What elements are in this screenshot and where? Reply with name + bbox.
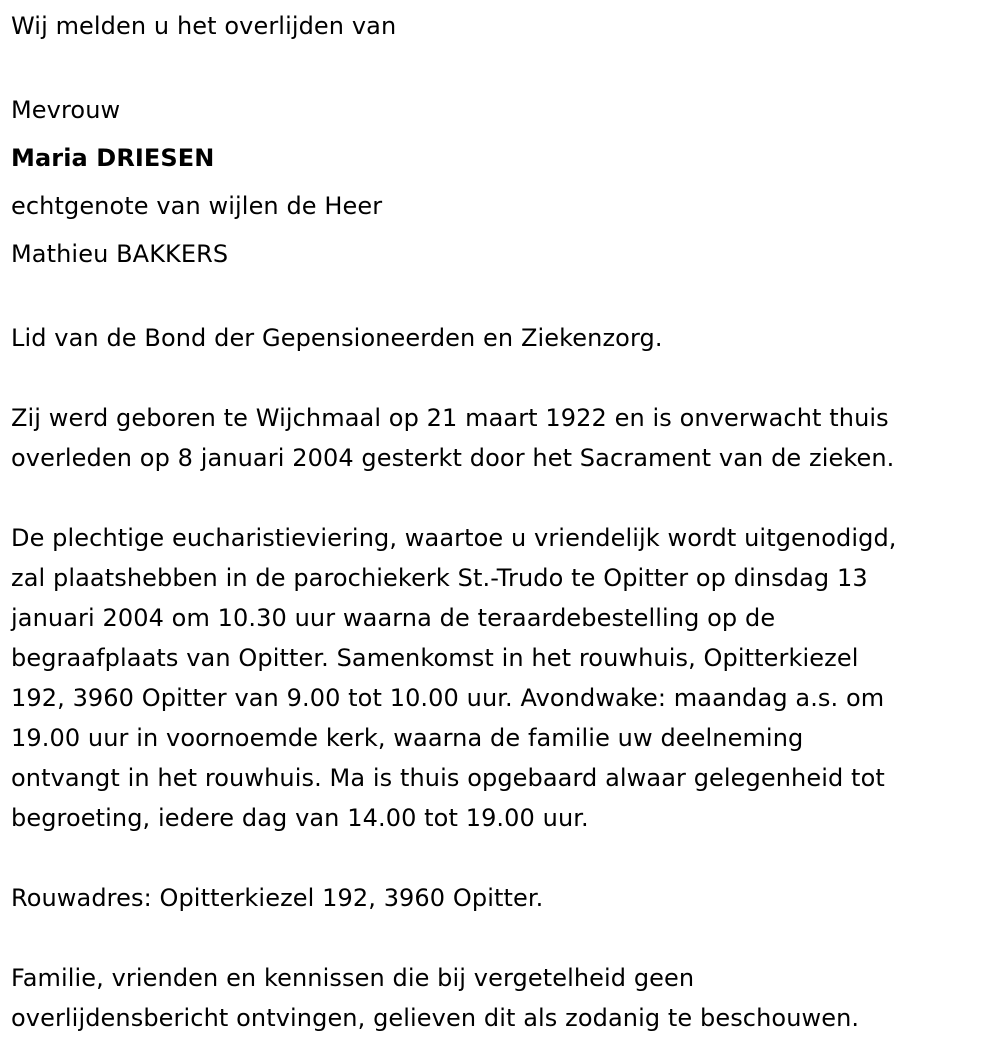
membership-line: Lid van de Bond der Gepensioneerden en Ziekenzorg. [11,324,663,352]
paragraph-line: Familie, vrienden en kennissen die bij vergetelheid geen [11,964,695,992]
paragraph-line: 19.00 uur in voornoemde kerk, waarna de familie uw deelneming [11,724,804,752]
death-notice [11,6,996,1038]
mourning-address-block [11,878,996,918]
paragraph-line: ontvangt in het rouwhuis. Ma is thuis opgebaard alwaar gelegenheid tot [11,764,885,792]
paragraph-line: zal plaatshebben in de parochiekerk St.-Trudo te Opitter op dinsdag 13 [11,564,868,592]
paragraph-line: januari 2004 om 10.30 uur waarna de teraardebestelling op de [11,604,776,632]
paragraph-line: overleden op 8 januari 2004 gesterkt door het Sacrament van de zieken. [11,444,895,472]
deceased-name: Maria DRIESEN [11,144,215,172]
paragraph-line: 192, 3960 Opitter van 9.00 tot 10.00 uur. Avondwake: maandag a.s. om [11,684,885,712]
paragraph-line: Zij werd geboren te Wijchmaal op 21 maart 1922 en is onverwacht thuis [11,404,889,432]
birth-death-paragraph [11,398,996,478]
spouse-relation: echtgenote van wijlen de Heer [11,192,383,220]
spouse-name: Mathieu BAKKERS [11,240,229,268]
intro-line: Wij melden u het overlijden van [11,12,397,40]
closing-paragraph [11,958,996,1038]
paragraph-line: De plechtige eucharistieviering, waartoe u vriendelijk wordt uitgenodigd, [11,524,897,552]
paragraph-line: begraafplaats van Opitter. Samenkomst in het rouwhuis, Opitterkiezel [11,644,859,672]
mourning-address: Rouwadres: Opitterkiezel 192, 3960 Opitter. [11,884,544,912]
membership-block [11,318,996,358]
ceremony-paragraph [11,518,996,838]
deceased-block [11,86,996,278]
paragraph-line: overlijdensbericht ontvingen, gelieven dit als zodanig te beschouwen. [11,1004,860,1032]
paragraph-line: begroeting, iedere dag van 14.00 tot 19.00 uur. [11,804,589,832]
salutation: Mevrouw [11,96,121,124]
